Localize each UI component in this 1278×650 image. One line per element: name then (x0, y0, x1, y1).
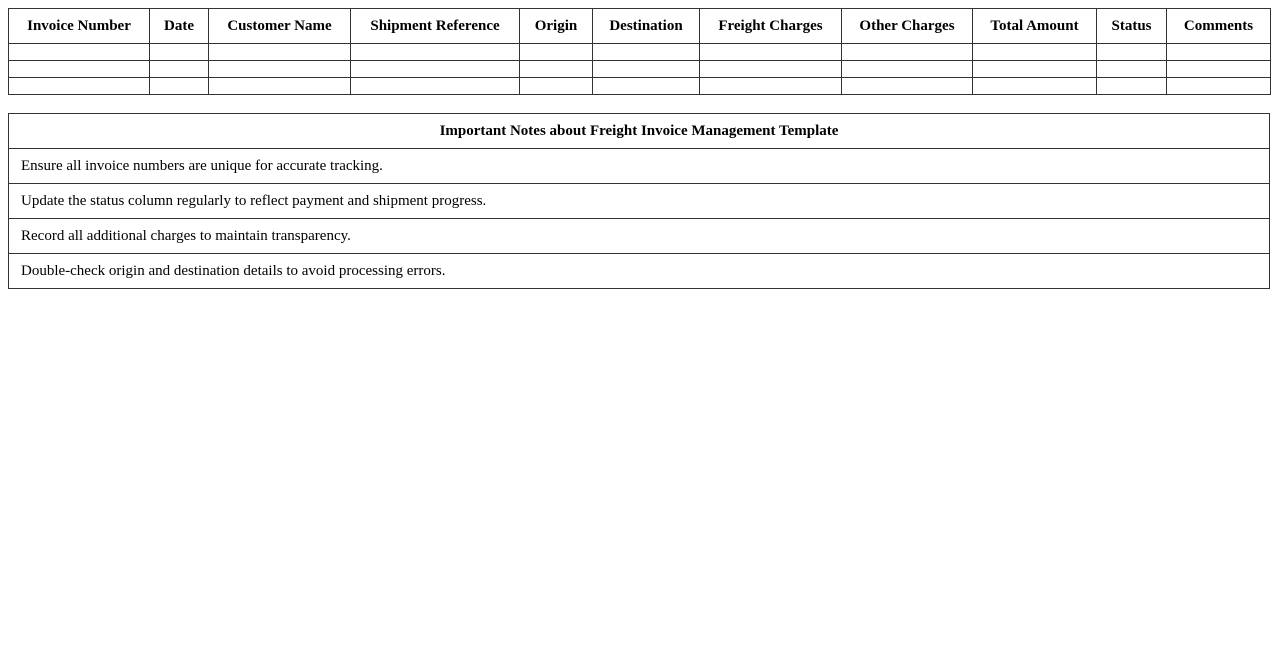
page (8, 8, 1270, 289)
table-cell[interactable] (842, 78, 973, 95)
table-cell[interactable] (1167, 44, 1271, 61)
note-row (9, 219, 1270, 254)
column-header: Origin (520, 9, 593, 44)
column-header: Freight Charges (700, 9, 842, 44)
invoice-table (8, 8, 1271, 95)
table-cell[interactable] (700, 44, 842, 61)
table-cell[interactable] (593, 78, 700, 95)
table-cell[interactable] (209, 78, 351, 95)
table-row (9, 78, 1271, 95)
table-cell[interactable] (973, 78, 1097, 95)
table-cell[interactable] (842, 44, 973, 61)
table-cell[interactable] (1097, 61, 1167, 78)
table-cell[interactable] (1097, 44, 1167, 61)
column-header: Destination (593, 9, 700, 44)
notes-title: Important Notes about Freight Invoice Management Template (9, 114, 1270, 149)
table-row (9, 44, 1271, 61)
column-header: Other Charges (842, 9, 973, 44)
note-text: Double-check origin and destination details to avoid processing errors. (9, 254, 1270, 289)
note-row (9, 184, 1270, 219)
table-cell[interactable] (1167, 61, 1271, 78)
column-header: Total Amount (973, 9, 1097, 44)
column-header: Invoice Number (9, 9, 150, 44)
table-cell[interactable] (351, 61, 520, 78)
table-cell[interactable] (1167, 78, 1271, 95)
notes-table (8, 113, 1270, 289)
table-cell[interactable] (1097, 78, 1167, 95)
column-header: Status (1097, 9, 1167, 44)
table-cell[interactable] (9, 78, 150, 95)
note-text: Ensure all invoice numbers are unique for accurate tracking. (9, 149, 1270, 184)
table-cell[interactable] (9, 44, 150, 61)
table-cell[interactable] (520, 78, 593, 95)
table-cell[interactable] (351, 78, 520, 95)
table-cell[interactable] (209, 61, 351, 78)
table-cell[interactable] (520, 44, 593, 61)
table-cell[interactable] (520, 61, 593, 78)
note-text: Record all additional charges to maintain transparency. (9, 219, 1270, 254)
table-row (9, 61, 1271, 78)
table-cell[interactable] (351, 44, 520, 61)
header-row (9, 9, 1271, 44)
table-cell[interactable] (593, 61, 700, 78)
note-text: Update the status column regularly to reflect payment and shipment progress. (9, 184, 1270, 219)
table-cell[interactable] (209, 44, 351, 61)
table-cell[interactable] (973, 61, 1097, 78)
table-cell[interactable] (700, 78, 842, 95)
table-cell[interactable] (150, 61, 209, 78)
table-cell[interactable] (150, 44, 209, 61)
note-row (9, 254, 1270, 289)
table-cell[interactable] (150, 78, 209, 95)
table-cell[interactable] (973, 44, 1097, 61)
table-cell[interactable] (593, 44, 700, 61)
column-header: Date (150, 9, 209, 44)
table-cell[interactable] (700, 61, 842, 78)
table-cell[interactable] (9, 61, 150, 78)
column-header: Comments (1167, 9, 1271, 44)
note-row (9, 149, 1270, 184)
table-cell[interactable] (842, 61, 973, 78)
column-header: Shipment Reference (351, 9, 520, 44)
column-header: Customer Name (209, 9, 351, 44)
